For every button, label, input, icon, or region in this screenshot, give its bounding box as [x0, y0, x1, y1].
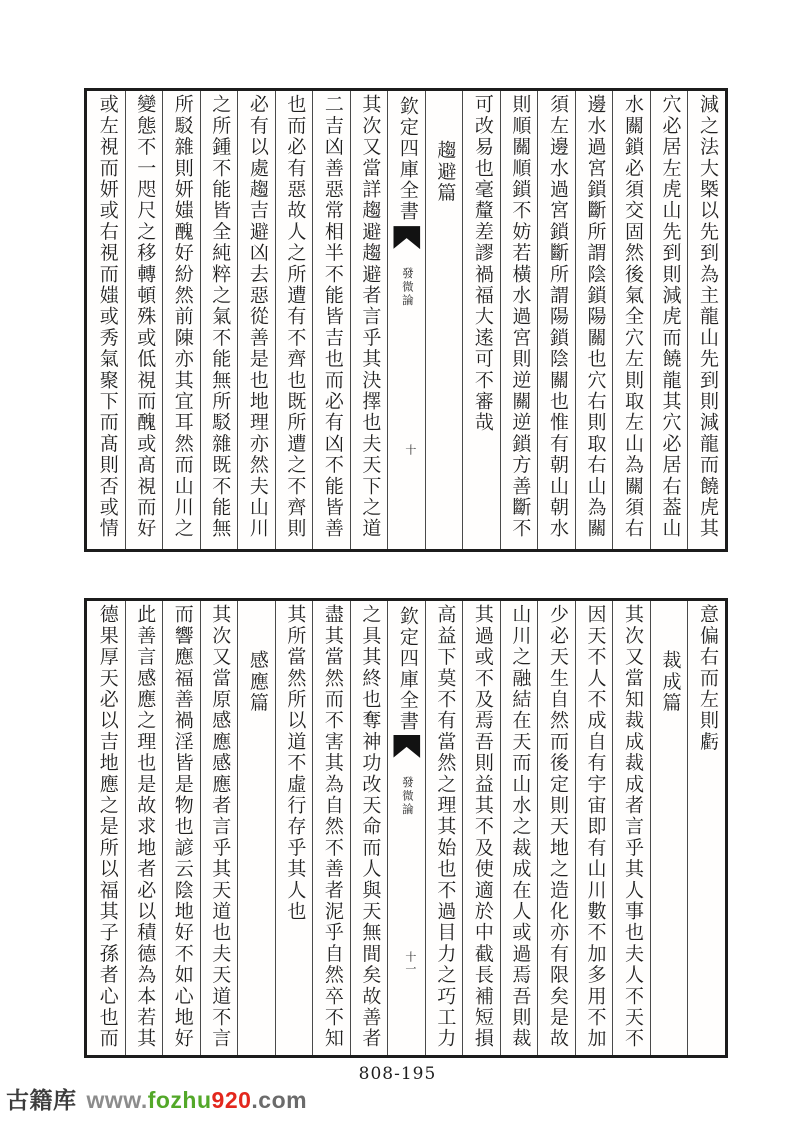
text-column: 此善言感應之理也是故求地者必以積德為本若其	[125, 601, 163, 1055]
text-column: 二吉凶善惡常相半不能皆吉也而必有凶不能皆善	[312, 91, 350, 549]
page-block-upper	[84, 88, 728, 552]
watermark-url-name: fozhu	[147, 1087, 212, 1113]
text-column: 減之法大槩以先到為主龍山先到則減龍而饒虎其	[687, 91, 725, 549]
section-title-column: 裁成篇	[650, 601, 688, 1055]
text-column: 邊水過宮鎖斷所謂陰鎖陽關也穴右則取右山為關	[575, 91, 613, 549]
text-column: 高益下莫不有當然之理其始也不過目力之巧工力	[425, 601, 463, 1055]
text-column: 其過或不及焉吾則益其不及使適於中截長補短損	[462, 601, 500, 1055]
text-column: 變態不一咫尺之移轉頓殊或低視而醜或髙視而好	[125, 91, 163, 549]
page-block-lower	[84, 598, 728, 1058]
banxin-book-title: 發微論	[400, 775, 415, 817]
text-column: 所駁雜則妍媸醜好紛然前陳亦其宜耳然而山川之	[162, 91, 200, 549]
banxin-folio-number: 十一	[403, 950, 417, 975]
banxin-book-title: 發微論	[400, 267, 415, 308]
section-title-column: 感應篇	[237, 601, 275, 1055]
text-column: 水關鎖必須交固然後氣全穴左則取左山為關須右	[612, 91, 650, 549]
text-column: 其所當然所以道不虛行存乎其人也	[275, 601, 313, 1055]
text-column: 之具其終也奪神功改天命而人與天無間矣故善者	[350, 601, 388, 1055]
banxin-column	[387, 91, 425, 549]
banxin-library-title: 欽定四庫全書	[396, 96, 419, 222]
text-column: 其次又當知裁成裁成者言乎其人事也夫人不天不	[612, 601, 650, 1055]
text-column: 山川之融結在天而山水之裁成在人或過焉吾則裁	[500, 601, 538, 1055]
watermark-url-www: www.	[86, 1087, 148, 1113]
text-column: 之所鍾不能皆全純粹之氣不能無所駁雜既不能無	[200, 91, 238, 549]
watermark	[6, 1082, 307, 1115]
text-column: 因天不人不成自有宇宙即有山川數不加多用不加	[575, 601, 613, 1055]
text-column: 則順關順鎖不妨若橫水過宮則逆關逆鎖方善斷不	[500, 91, 538, 549]
text-column: 意偏右而左則虧	[687, 601, 725, 1055]
text-column: 少必天生自然而後定則天地之造化亦有限矣是故	[537, 601, 575, 1055]
watermark-url-tld: .com	[251, 1087, 308, 1113]
watermark-url-number: 920	[211, 1087, 252, 1113]
text-column: 其次又當詳趨避趨避者言乎其決擇也夫天下之道	[350, 91, 388, 549]
text-column: 盡其當然而不害其為自然不善者泥乎自然卒不知	[312, 601, 350, 1055]
text-column: 或左視而妍或右視而媸或秀氣聚下而髙則否或情	[96, 94, 119, 540]
page-number-label: 808-195	[358, 1064, 437, 1084]
text-column: 德果厚天必以吉地應之是所以福其子孫者心也而	[96, 604, 119, 1050]
text-column: 穴必居左虎山先到則減虎而饒龍其穴必居右葢山	[650, 91, 688, 549]
banxin-folio-number: 十	[403, 443, 417, 456]
text-column: 而響應福善禍淫皆是物也諺云陰地好不如心地好	[162, 601, 200, 1055]
text-column: 必有以處趨吉避凶去惡從善是也地理亦然夫山川	[237, 91, 275, 549]
banxin-column	[387, 601, 425, 1055]
section-title-column: 趨避篇	[425, 91, 463, 549]
text-column: 須左邊水過宮鎖斷所謂陽鎖陰關也惟有朝山朝水	[537, 91, 575, 549]
text-column: 也而必有惡故人之所遭有不齊也既所遭之不齊則	[275, 91, 313, 549]
watermark-logo-text: 古籍库	[6, 1087, 77, 1113]
banxin-library-title: 欽定四庫全書	[396, 606, 419, 732]
text-column: 可改易也毫釐差謬禍福大逺可不審哉	[462, 91, 500, 549]
text-column: 其次又當原感應感應者言乎其天道也夫天道不言	[200, 601, 238, 1055]
